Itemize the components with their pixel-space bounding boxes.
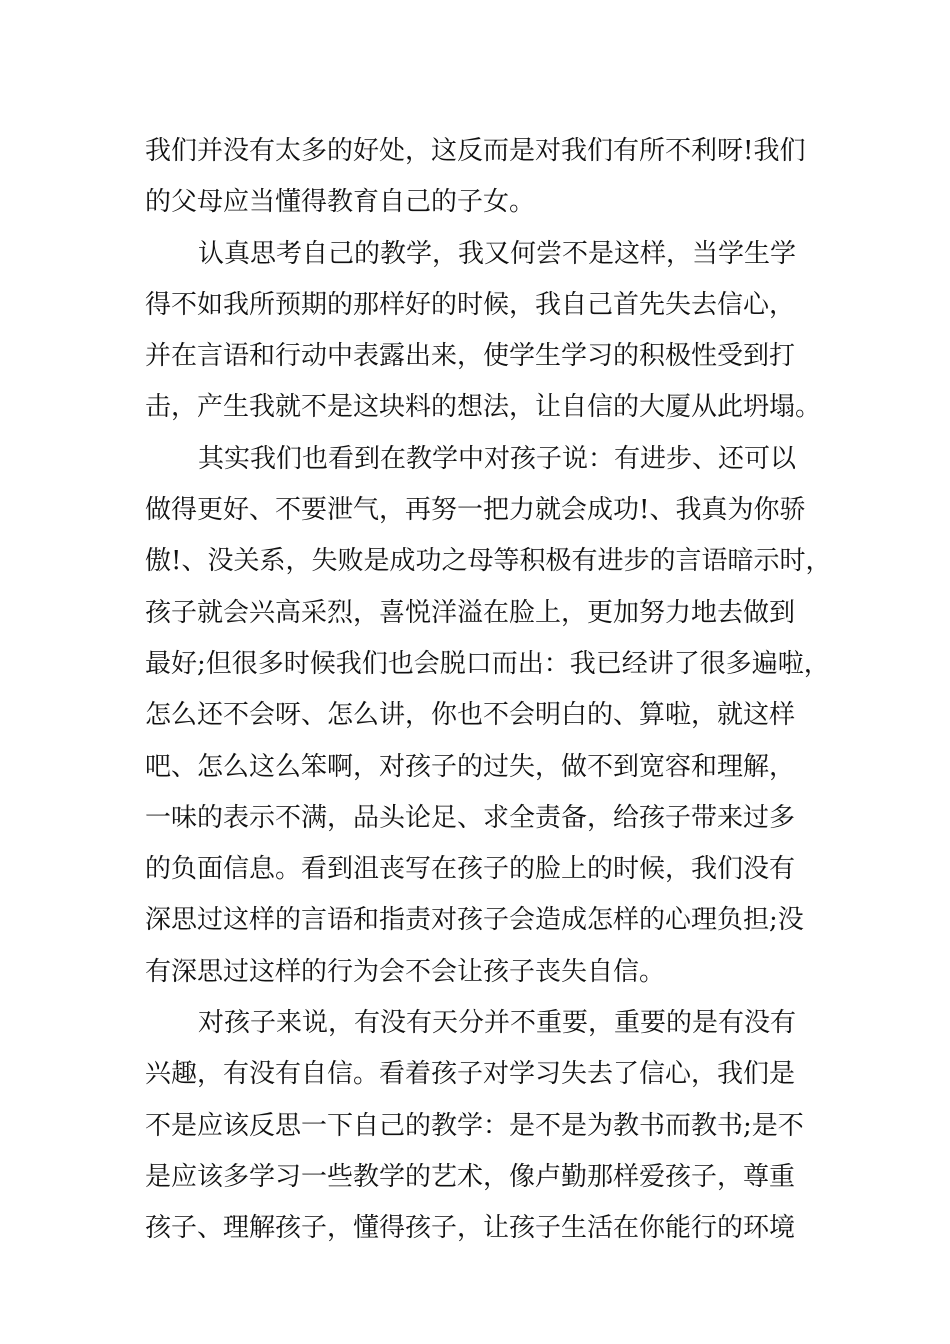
paragraph-start-line: 对孩子来说，有没有天分并不重要，重要的是有没有	[198, 1008, 797, 1039]
text-line: 我们并没有太多的好处，这反而是对我们有所不利呀!我们	[145, 136, 806, 166]
text-line: 孩子就会兴高采烈，喜悦洋溢在脸上，更加努力地去做到	[145, 597, 796, 628]
text-line: 并在言语和行动中表露出来，使学生学习的积极性受到打	[145, 341, 796, 372]
text-line: 深思过这样的言语和指责对孩子会造成怎样的心理负担;没	[145, 905, 804, 936]
text-line: 击，产生我就不是这块料的想法，让自信的大厦从此坍塌。	[145, 392, 822, 423]
text-line: 孩子、理解孩子，懂得孩子，让孩子生活在你能行的环境	[145, 1213, 796, 1244]
text-line: 兴趣，有没有自信。看着孩子对学习失去了信心，我们是	[145, 1059, 796, 1090]
text-line: 做得更好、不要泄气，再努一把力就会成功!、我真为你骄	[145, 495, 806, 526]
text-line: 最好;但很多时候我们也会脱口而出：我已经讲了很多遍啦，	[145, 648, 830, 679]
paragraph-start-line: 认真思考自己的教学，我又何尝不是这样，当学生学	[198, 238, 797, 269]
text-line: 一味的表示不满，品头论足、求全责备，给孩子带来过多	[145, 802, 796, 833]
text-line: 有深思过这样的行为会不会让孩子丧失自信。	[145, 956, 666, 987]
body-text	[145, 126, 832, 1255]
paragraph-start-line: 其实我们也看到在教学中对孩子说：有进步、还可以	[198, 443, 797, 474]
text-line: 得不如我所预期的那样好的时候，我自己首先失去信心，	[145, 289, 796, 320]
text-line: 怎么还不会呀、怎么讲，你也不会明白的、算啦，就这样	[145, 700, 796, 731]
text-line: 不是应该反思一下自己的教学：是不是为教书而教书;是不	[145, 1110, 804, 1141]
text-line: 是应该多学习一些教学的艺术，像卢勤那样爱孩子，尊重	[145, 1161, 796, 1192]
text-line: 吧、怎么这么笨啊，对孩子的过失，做不到宽容和理解，	[145, 751, 796, 782]
text-line: 的负面信息。看到沮丧写在孩子的脸上的时候，我们没有	[145, 854, 796, 885]
text-line: 的父母应当懂得教育自己的子女。	[145, 187, 536, 218]
text-line: 傲!、没关系，失败是成功之母等积极有进步的言语暗示时，	[145, 546, 832, 577]
